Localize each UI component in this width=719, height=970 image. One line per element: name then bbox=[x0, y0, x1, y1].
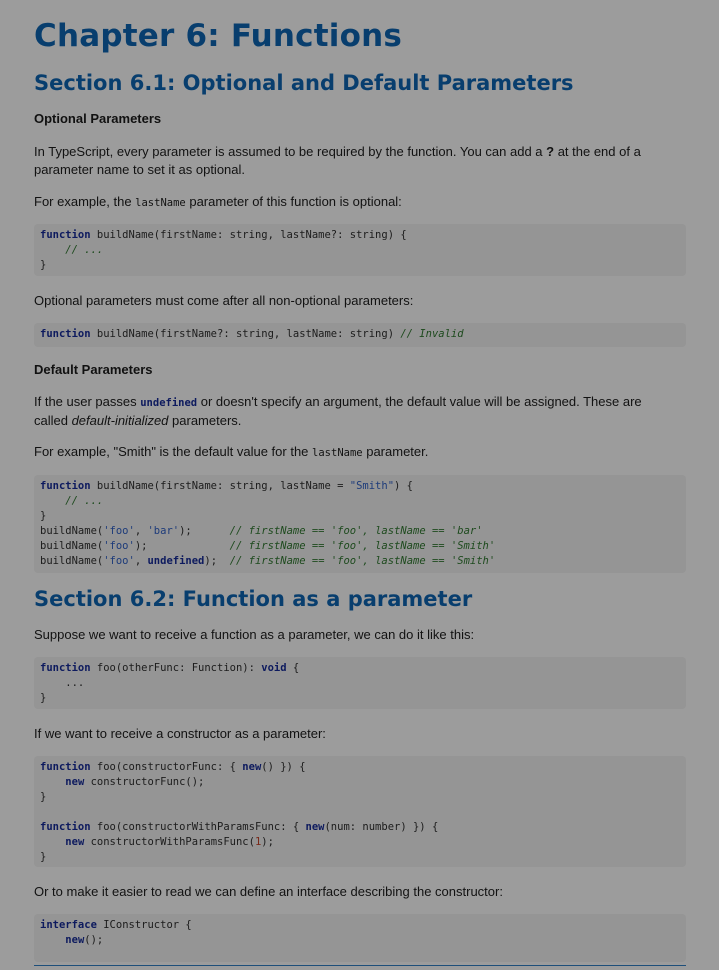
code-line: function foo(constructorFunc: { new() }) { bbox=[40, 761, 306, 773]
code-line: function foo(constructorWithParamsFunc: { new(num: number) }) { bbox=[40, 821, 439, 833]
code-block-function-param bbox=[34, 657, 686, 709]
code-block-invalid bbox=[34, 323, 686, 347]
code-line: buildName('foo'); // firstName == 'foo', lastName == 'Smith' bbox=[40, 540, 496, 552]
inline-code: lastName bbox=[312, 447, 363, 459]
inline-code: lastName bbox=[135, 197, 186, 209]
subheading-optional-parameters: Optional Parameters bbox=[34, 111, 162, 126]
code-line: ... bbox=[40, 677, 85, 689]
paragraph-function-intro: Suppose we want to receive a function as a parameter, we can do it like this: bbox=[34, 627, 475, 642]
italic-term: default-initialized bbox=[71, 413, 169, 428]
text-run: parameter of this function is optional: bbox=[185, 194, 402, 209]
code-line: function buildName(firstName?: string, lastName: string) // Invalid bbox=[40, 328, 464, 340]
paragraph-constructor: If we want to receive a constructor as a parameter: bbox=[34, 726, 326, 741]
chapter-title: Chapter 6: Functions bbox=[34, 18, 403, 54]
code-line: function buildName(firstName: string, lastName?: string) { bbox=[40, 229, 407, 241]
inline-code: undefined bbox=[140, 397, 198, 409]
text-run: or doesn't specify an argument, the default value will be assigned. These are called bbox=[34, 394, 642, 428]
code-line: } bbox=[40, 259, 47, 271]
text-run: In TypeScript, every parameter is assumed to be required by the function. You can add a bbox=[34, 144, 547, 159]
code-line: } bbox=[40, 851, 47, 863]
subheading-default-parameters: Default Parameters bbox=[34, 362, 153, 377]
paragraph-interface: Or to make it easier to read we can define an interface describing the constructor: bbox=[34, 884, 503, 899]
text-run: parameters. bbox=[168, 413, 242, 428]
code-line: new constructorWithParamsFunc(1); bbox=[65, 836, 274, 848]
text-run: For example, the bbox=[34, 194, 136, 209]
code-line: function foo(otherFunc: Function): void { bbox=[40, 662, 300, 674]
code-line: // ... bbox=[65, 495, 104, 507]
text-run: parameter. bbox=[362, 444, 429, 459]
code-line: } bbox=[40, 692, 47, 704]
code-line: function buildName(firstName: string, lastName = "Smith") { bbox=[40, 480, 413, 492]
code-line: // ... bbox=[65, 244, 104, 256]
code-block-constructor bbox=[34, 756, 686, 867]
code-line: } bbox=[40, 510, 47, 522]
section-title-optional-default: Section 6.1: Optional and Default Parameters bbox=[34, 71, 574, 95]
code-block-interface bbox=[34, 914, 686, 962]
code-line: buildName('foo', 'bar'); // firstName == 'foo', lastName == 'bar' bbox=[40, 525, 483, 537]
code-block-default bbox=[34, 475, 686, 573]
text-run: If the user passes bbox=[34, 394, 141, 409]
bottom-divider bbox=[34, 965, 686, 966]
code-line bbox=[40, 805, 680, 820]
paragraph-optional-order: Optional parameters must come after all non-optional parameters: bbox=[34, 293, 414, 308]
paragraph-optional-example bbox=[34, 193, 674, 212]
code-block-optional bbox=[34, 224, 686, 276]
code-line: } bbox=[40, 791, 47, 803]
text-run: at the end of a parameter name to set it as optional. bbox=[34, 144, 641, 177]
paragraph-default-example bbox=[34, 443, 674, 462]
code-line: new(); bbox=[65, 934, 104, 946]
paragraph-default-intro bbox=[34, 393, 674, 430]
paragraph-optional-intro bbox=[34, 143, 674, 179]
question-mark-bold: ? bbox=[546, 144, 555, 159]
code-line: new constructorFunc(); bbox=[65, 776, 205, 788]
text-run: For example, "Smith" is the default value for the bbox=[34, 444, 313, 459]
section-title-function-parameter: Section 6.2: Function as a parameter bbox=[34, 587, 473, 611]
code-line: buildName('foo', undefined); // firstName == 'foo', lastName == 'Smith' bbox=[40, 555, 496, 567]
code-line: interface IConstructor { bbox=[40, 919, 192, 931]
